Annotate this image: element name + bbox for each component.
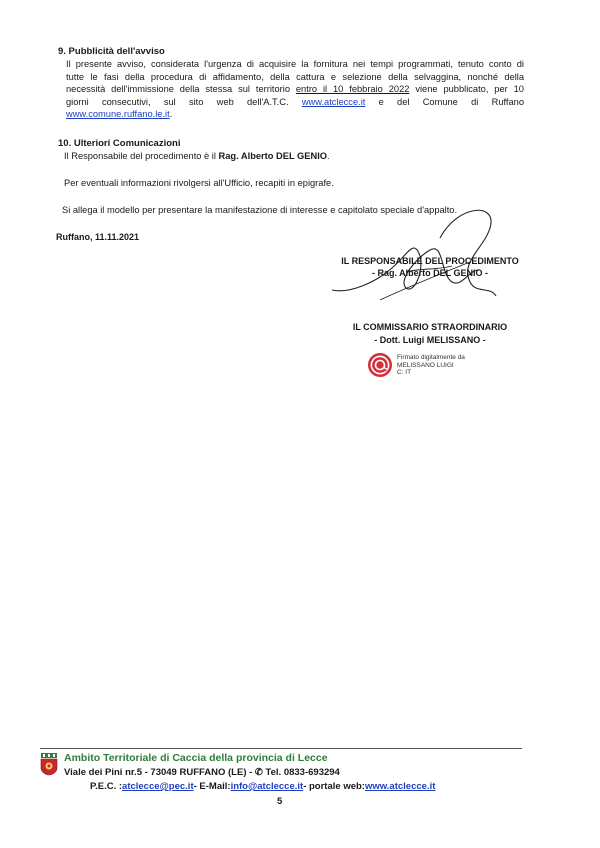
portal-label: - portale web:	[303, 781, 365, 792]
text: viene pubblicato, per 10	[409, 84, 524, 95]
section-10-attachment: Si allega il modello per presentare la manifestazione di interesse e capitolato speciale d'appalto.	[62, 205, 458, 215]
portal-link[interactable]: www.atclecce.it	[364, 781, 436, 792]
pec-link[interactable]: atclecce@pec.it	[122, 781, 194, 792]
commissario-title: IL COMMISSARIO STRAORDINARIO	[352, 322, 508, 332]
page-number: 5	[277, 796, 283, 807]
atc-logo-icon	[40, 752, 58, 776]
digital-line-2: MELISSANO LUIGI	[397, 361, 454, 369]
deadline-date: entro il 10 febbraio 2022	[295, 84, 410, 95]
text: necessità dell'immissione della stessa sul territorio	[66, 84, 296, 95]
section-9-line-2: tutte le fasi della procedura di affidamento, della cattura e selezione della selvaggina, nonché della	[66, 71, 524, 82]
pec-label: P.E.C. :	[90, 781, 123, 792]
digital-line-3: C: IT	[397, 369, 412, 376]
section-10-info: Per eventuali informazioni rivolgersi all'Ufficio, recapiti in epigrafe.	[64, 178, 334, 188]
date-line: Ruffano, 11.11.2021	[56, 232, 140, 242]
section-10-title: 10. Ulteriori Comunicazioni	[58, 138, 181, 149]
digital-line-1: Firmato digitalmente da	[397, 354, 465, 361]
commissario-name: - Dott. Luigi MELISSANO -	[374, 335, 486, 345]
section-9-line-3	[66, 83, 524, 96]
text: .	[169, 109, 173, 120]
comune-website-link[interactable]: www.comune.ruffano.le.it	[66, 109, 170, 120]
text: Il Responsabile del procedimento è il	[64, 151, 219, 161]
responsabile-name: - Rag. Alberto DEL GENIO -	[371, 268, 488, 278]
footer-org-name: Ambito Territoriale di Caccia della provincia di Lecce	[64, 752, 328, 764]
responsabile-title: IL RESPONSABILE DEL PROCEDIMENTO	[341, 256, 519, 266]
responsabile-name: Rag. Alberto DEL GENIO	[218, 151, 328, 161]
section-9-body	[66, 58, 524, 121]
section-9-line-5	[66, 108, 524, 121]
atc-website-link[interactable]: www.atclecce.it	[301, 96, 366, 107]
email-label: - E-Mail:	[193, 781, 231, 792]
text: giorni consecutivi, sul sito web dell'A.T.C.	[66, 96, 302, 107]
footer-contacts	[90, 781, 435, 792]
section-9-title: 9. Pubblicità dell'avviso	[58, 46, 165, 57]
footer-divider	[40, 748, 522, 749]
section-10-responsabile	[64, 150, 330, 163]
digital-signature-text	[397, 354, 465, 377]
digital-signature-seal-icon	[367, 352, 393, 378]
text: .	[327, 151, 330, 161]
handwritten-signature-icon	[320, 198, 520, 310]
text: e del Comune di Ruffano	[365, 96, 524, 107]
email-link[interactable]: info@atclecce.it	[230, 781, 304, 792]
section-9-line-1: Il presente avviso, considerata l'urgenza di acquisire la fornitura nei tempi programmati, tenuto conto di	[66, 59, 524, 69]
footer-address: Viale dei Pini nr.5 - 73049 RUFFANO (LE) - ✆ Tel. 0833-693294	[64, 767, 340, 778]
section-9-line-4	[66, 96, 524, 109]
